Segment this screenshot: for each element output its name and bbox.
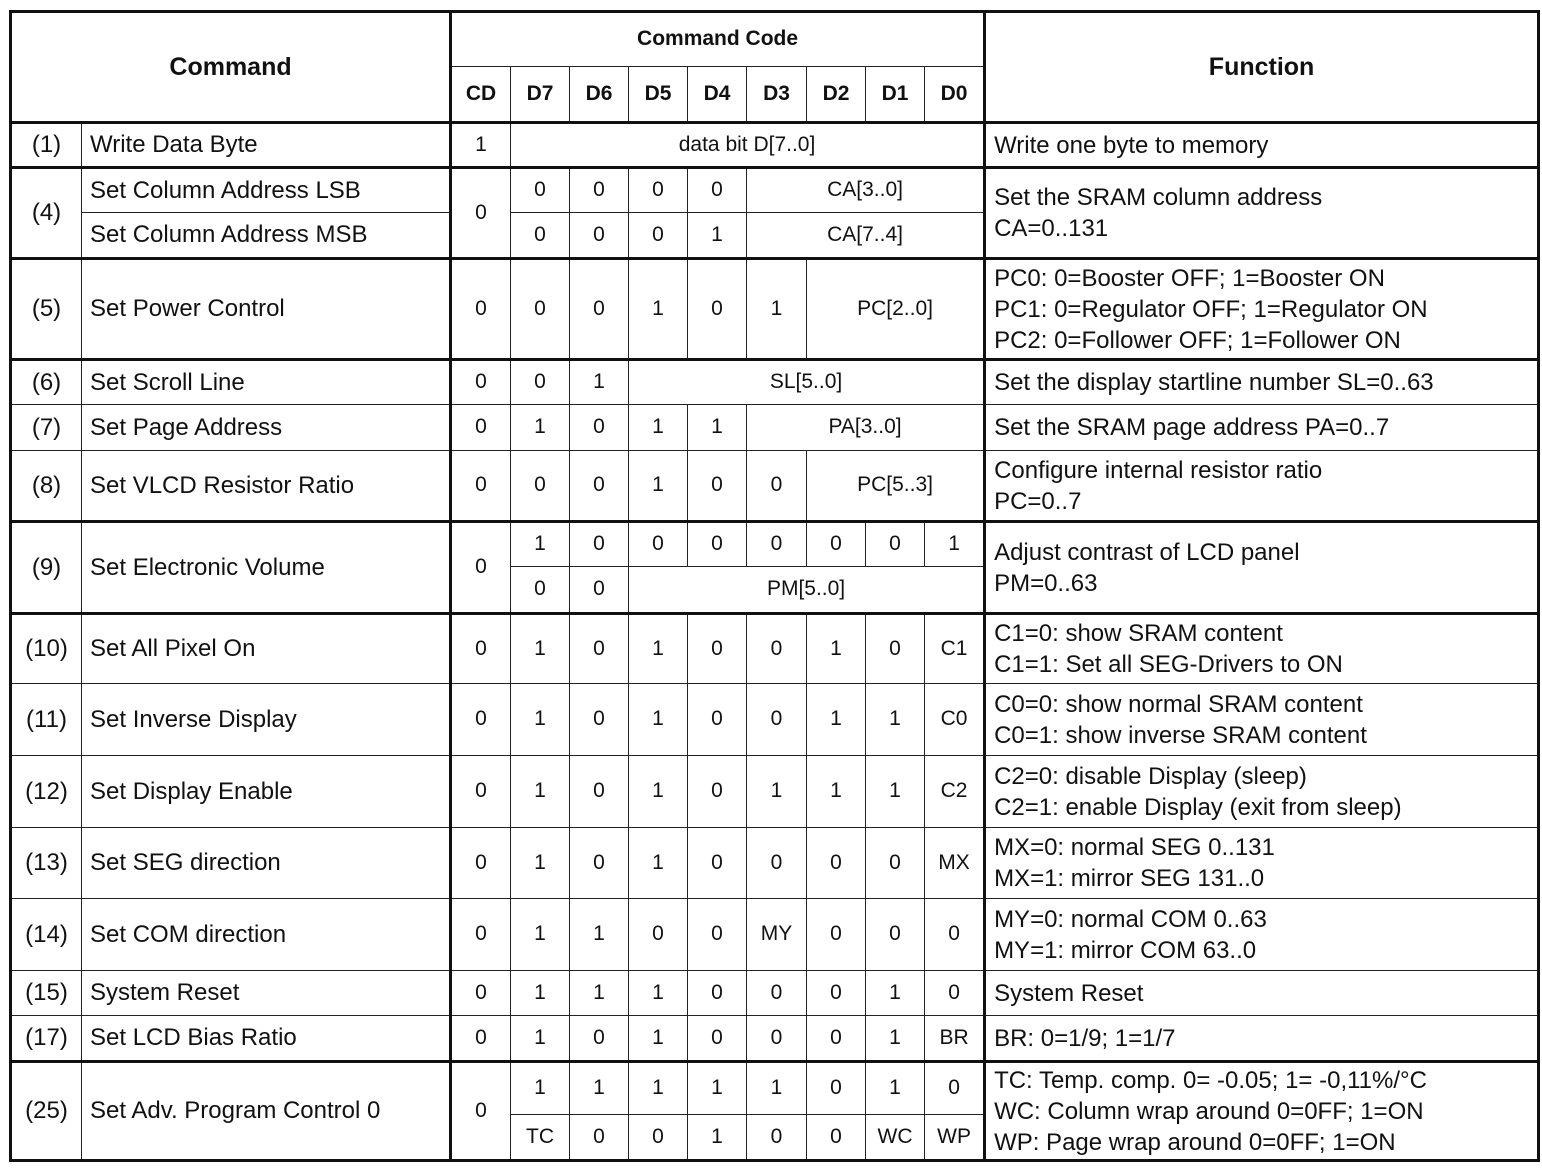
row-index: (14) [11,899,82,971]
row-index: (17) [11,1016,82,1062]
cd-cell: 0 [451,684,511,756]
header-bit: CD [451,67,511,123]
bit-span-cell: PA[3..0] [747,405,985,451]
bit-cell: 0 [688,1016,747,1062]
bit-cell: 0 [570,451,629,522]
bit-cell: 1 [629,405,688,451]
bit-cell: 1 [629,259,688,360]
cd-cell: 0 [451,1062,511,1161]
bit-cell: 0 [629,899,688,971]
header-bit: D6 [570,67,629,123]
bit-cell: C0 [925,684,985,756]
bit-cell: 0 [629,522,688,567]
function-line: PC1: 0=Regulator OFF; 1=Regulator ON [994,295,1428,323]
bit-cell: 0 [747,1115,807,1161]
bit-cell: 0 [747,828,807,899]
command-name: Set Inverse Display [82,684,451,756]
bit-cell: 1 [866,1062,925,1115]
table-row [11,899,1539,971]
command-name: Set Column Address MSB [82,213,451,259]
function-line: Configure internal resistor ratio [994,456,1323,484]
bit-cell: 0 [866,828,925,899]
function-cell [985,614,1539,684]
bit-cell: MY [747,899,807,971]
bit-cell: 1 [511,756,570,828]
bit-cell: 0 [688,168,747,213]
row-index: (12) [11,756,82,828]
function-line: PC2: 0=Follower OFF; 1=Follower ON [994,326,1401,354]
table-row [11,971,1539,1016]
bit-cell: 0 [511,213,570,259]
bit-cell: 0 [511,168,570,213]
function-line: PC=0..7 [994,487,1082,515]
bit-cell: 0 [688,899,747,971]
function-line: C0=1: show inverse SRAM content [994,721,1367,749]
bit-cell: 1 [688,405,747,451]
row-index: (10) [11,614,82,684]
row-index: (1) [11,123,82,168]
bit-cell: 0 [570,1016,629,1062]
bit-cell: 0 [747,684,807,756]
command-name: Set COM direction [82,899,451,971]
bit-cell: 0 [570,405,629,451]
bit-cell: 1 [511,684,570,756]
bit-cell: 1 [511,522,570,567]
bit-cell: 1 [570,360,629,405]
bit-cell: 0 [570,522,629,567]
bit-cell: 1 [629,1062,688,1115]
bit-cell: MX [925,828,985,899]
cd-cell: 0 [451,168,511,259]
function-line: TC: Temp. comp. 0= -0.05; 1= -0,11%/°C [994,1066,1427,1094]
function-line: Set the SRAM page address PA=0..7 [994,414,1390,441]
bit-cell: 0 [511,259,570,360]
command-name: Set Display Enable [82,756,451,828]
bit-cell: 0 [807,828,866,899]
bit-cell: WC [866,1115,925,1161]
command-name: Set LCD Bias Ratio [82,1016,451,1062]
bit-span-cell: data bit D[7..0] [511,123,985,168]
bit-cell: 1 [511,971,570,1016]
bit-cell: 0 [570,828,629,899]
bit-cell: 0 [866,522,925,567]
bit-cell: 1 [629,756,688,828]
command-name: Set Column Address LSB [82,168,451,213]
bit-cell: 1 [570,1062,629,1115]
bit-cell: 0 [747,1016,807,1062]
function-line: C2=0: disable Display (sleep) [994,762,1307,790]
function-line: MY=1: mirror COM 63..0 [994,936,1257,964]
header-bit: D3 [747,67,807,123]
bit-cell: 0 [688,971,747,1016]
table-row [11,451,1539,522]
bit-cell: 0 [747,522,807,567]
header-command: Command [11,12,451,123]
command-name: Set Electronic Volume [82,522,451,614]
bit-cell: 0 [570,213,629,259]
header-bit: D4 [688,67,747,123]
table-row [11,1016,1539,1062]
bit-cell: 1 [570,971,629,1016]
bit-cell: 0 [807,1016,866,1062]
bit-cell: 0 [570,168,629,213]
bit-cell: 0 [925,1062,985,1115]
bit-cell: 1 [688,213,747,259]
function-line: MX=0: normal SEG 0..131 [994,834,1275,861]
bit-cell: 0 [688,522,747,567]
bit-cell: 1 [807,684,866,756]
bit-cell: C2 [925,756,985,828]
bit-cell: 0 [688,259,747,360]
bit-cell: 0 [629,1115,688,1161]
bit-cell: 0 [688,828,747,899]
cd-cell: 0 [451,405,511,451]
bit-cell: 0 [747,451,807,522]
bit-cell: 0 [807,522,866,567]
cd-cell: 0 [451,259,511,360]
header-bit: D0 [925,67,985,123]
row-index: (5) [11,259,82,360]
function-line: BR: 0=1/9; 1=1/7 [994,1024,1176,1052]
function-line: WP: Page wrap around 0=0FF; 1=ON [994,1128,1396,1156]
row-index: (13) [11,828,82,899]
bit-cell: 1 [511,405,570,451]
function-line: Set the display startline number SL=0..63 [994,369,1434,396]
function-cell [985,360,1539,405]
command-name: Set Scroll Line [82,360,451,405]
function-line: WC: Column wrap around 0=0FF; 1=ON [994,1097,1424,1125]
cd-cell: 0 [451,451,511,522]
bit-cell: 1 [570,899,629,971]
cd-cell: 0 [451,756,511,828]
bit-cell: 0 [570,1115,629,1161]
table-row [11,614,1539,684]
function-line: Set the SRAM column address [994,184,1323,211]
bit-cell: 1 [747,259,807,360]
bit-cell: 0 [925,899,985,971]
header-bit: D7 [511,67,570,123]
bit-cell: 0 [570,567,629,614]
bit-cell: 0 [866,614,925,684]
bit-cell: 1 [511,1016,570,1062]
function-cell [985,168,1539,259]
bit-cell: 1 [511,614,570,684]
function-cell [985,756,1539,828]
command-name: Set Page Address [82,405,451,451]
table-row [11,168,1539,213]
function-cell [985,1016,1539,1062]
table-row [11,405,1539,451]
function-cell [985,522,1539,614]
bit-cell: 0 [570,259,629,360]
bit-cell: 0 [570,614,629,684]
bit-cell: 1 [747,756,807,828]
function-cell [985,123,1539,168]
bit-span-cell: CA[7..4] [747,213,985,259]
function-cell [985,405,1539,451]
function-line: C0=0: show normal SRAM content [994,690,1363,718]
function-cell [985,451,1539,522]
bit-cell: 0 [747,971,807,1016]
function-line: C2=1: enable Display (exit from sleep) [994,793,1402,821]
bit-cell: 1 [807,756,866,828]
bit-cell: WP [925,1115,985,1161]
function-line: CA=0..131 [994,215,1109,242]
row-index: (15) [11,971,82,1016]
bit-cell: 0 [629,213,688,259]
header-bit: D2 [807,67,866,123]
function-cell [985,684,1539,756]
header-function: Function [985,12,1539,123]
command-name: Set SEG direction [82,828,451,899]
bit-cell: 1 [629,971,688,1016]
bit-cell: 0 [511,360,570,405]
bit-cell: 1 [747,1062,807,1115]
bit-cell: C1 [925,614,985,684]
bit-cell: 0 [688,614,747,684]
cd-cell: 0 [451,522,511,614]
header-bit: D1 [866,67,925,123]
cd-cell: 0 [451,899,511,971]
function-cell [985,828,1539,899]
row-index: (11) [11,684,82,756]
row-index: (8) [11,451,82,522]
bit-cell: 0 [688,451,747,522]
cd-cell: 0 [451,971,511,1016]
bit-cell: 0 [807,1062,866,1115]
command-name: System Reset [82,971,451,1016]
bit-cell: 1 [511,899,570,971]
function-cell [985,1062,1539,1161]
row-index: (25) [11,1062,82,1161]
function-line: PC0: 0=Booster OFF; 1=Booster ON [994,264,1385,292]
row-index: (4) [11,168,82,259]
cd-cell: 0 [451,614,511,684]
bit-cell: 1 [688,1115,747,1161]
bit-cell: 0 [629,168,688,213]
bit-cell: 1 [511,1062,570,1115]
bit-cell: 0 [570,684,629,756]
function-cell [985,259,1539,360]
function-line: C1=0: show SRAM content [994,620,1283,647]
table-row [11,259,1539,360]
table-row [11,1062,1539,1115]
function-line: Adjust contrast of LCD panel [994,538,1300,566]
bit-cell: 0 [925,971,985,1016]
table-row [11,123,1539,168]
function-cell [985,971,1539,1016]
row-index: (6) [11,360,82,405]
bit-cell: 1 [511,828,570,899]
function-line: MY=0: normal COM 0..63 [994,905,1267,933]
bit-cell: 0 [747,614,807,684]
function-line: MX=1: mirror SEG 131..0 [994,865,1265,892]
cd-cell: 0 [451,828,511,899]
bit-cell: 0 [688,756,747,828]
bit-cell: TC [511,1115,570,1161]
cd-cell: 1 [451,123,511,168]
command-name: Set VLCD Resistor Ratio [82,451,451,522]
bit-cell: 1 [629,1016,688,1062]
bit-cell: 1 [807,614,866,684]
bit-cell: BR [925,1016,985,1062]
bit-cell: 1 [866,1016,925,1062]
table-row [11,360,1539,405]
bit-cell: 0 [688,684,747,756]
bit-span-cell: PM[5..0] [629,567,985,614]
bit-span-cell: PC[5..3] [807,451,985,522]
cd-cell: 0 [451,360,511,405]
table-row [11,684,1539,756]
command-name: Write Data Byte [82,123,451,168]
bit-cell: 1 [629,614,688,684]
row-index: (9) [11,522,82,614]
function-cell [985,899,1539,971]
function-line: System Reset [994,979,1144,1007]
function-line: PM=0..63 [994,569,1098,597]
header-command-code: Command Code [451,12,985,67]
bit-cell: 0 [511,451,570,522]
row-index: (7) [11,405,82,451]
table-row [11,522,1539,567]
bit-cell: 0 [866,899,925,971]
function-line: Write one byte to memory [994,131,1269,159]
cd-cell: 0 [451,1016,511,1062]
bit-cell: 0 [570,756,629,828]
bit-cell: 1 [629,684,688,756]
command-table [9,10,1540,1162]
command-name: Set Adv. Program Control 0 [82,1062,451,1161]
bit-span-cell: SL[5..0] [629,360,985,405]
table-row [11,756,1539,828]
command-name: Set All Pixel On [82,614,451,684]
bit-cell: 0 [807,899,866,971]
bit-cell: 1 [688,1062,747,1115]
function-line: C1=1: Set all SEG-Drivers to ON [994,651,1343,678]
bit-span-cell: PC[2..0] [807,259,985,360]
bit-cell: 1 [866,684,925,756]
bit-cell: 1 [629,828,688,899]
bit-cell: 1 [866,971,925,1016]
bit-span-cell: CA[3..0] [747,168,985,213]
table-row [11,828,1539,899]
bit-cell: 1 [629,451,688,522]
command-name: Set Power Control [82,259,451,360]
bit-cell: 1 [866,756,925,828]
bit-cell: 1 [925,522,985,567]
bit-cell: 0 [807,1115,866,1161]
bit-cell: 0 [511,567,570,614]
bit-cell: 0 [807,971,866,1016]
header-bit: D5 [629,67,688,123]
